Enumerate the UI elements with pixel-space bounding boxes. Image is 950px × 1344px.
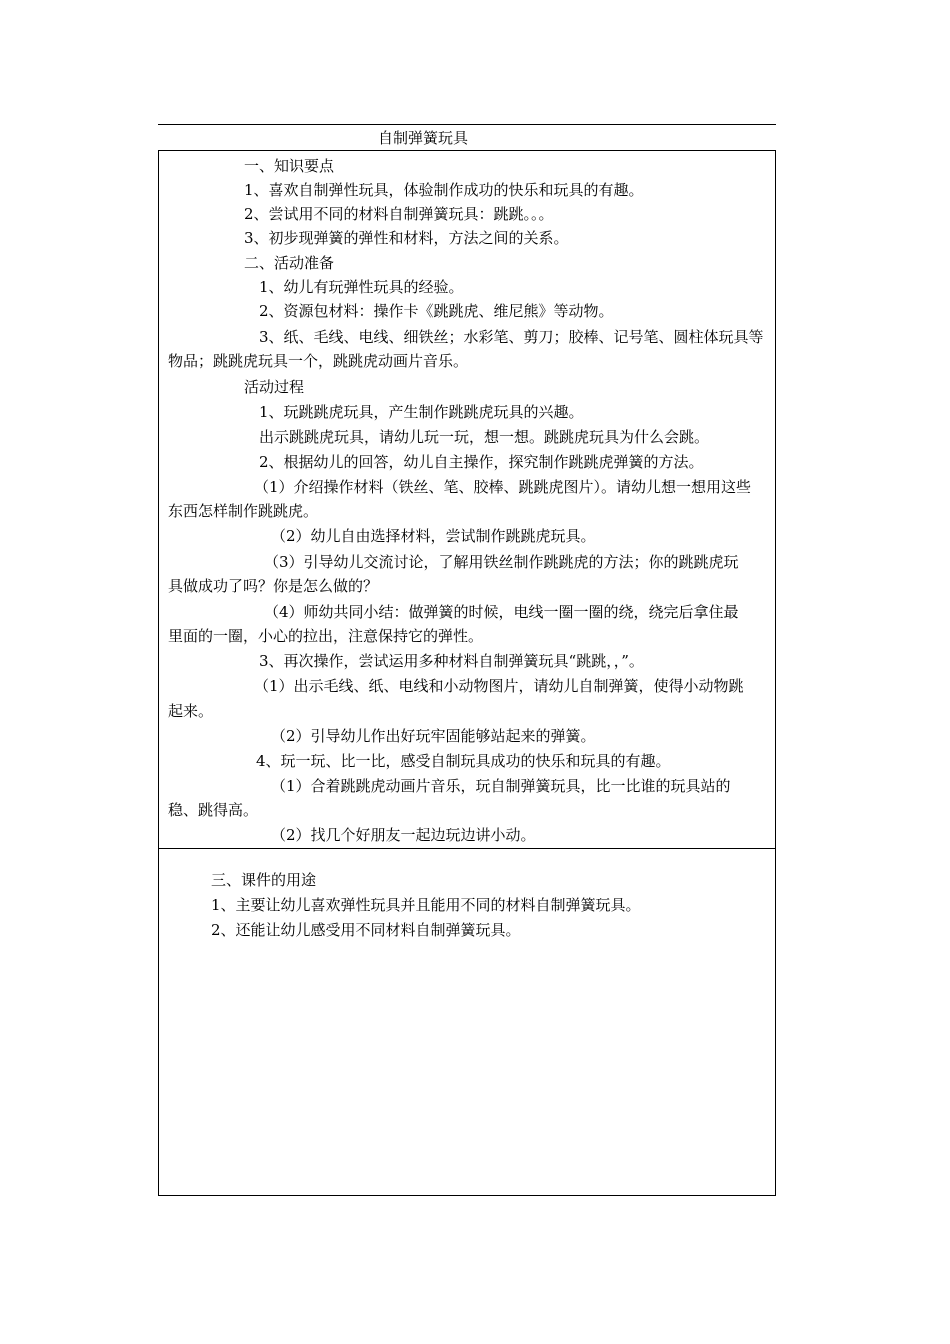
process-line: （4）师幼共同小结：做弹簧的时候，电线一圈一圈的绕，绕完后拿住最	[264, 603, 739, 621]
process-line: （3）引导幼儿交流讨论，了解用铁丝制作跳跳虎的方法；你的跳跳虎玩	[264, 553, 739, 571]
process-line: 里面的一圈，小心的拉出，注意保持它的弹性。	[168, 627, 484, 645]
process-line: 起来。	[168, 702, 214, 720]
section1-item: 1、喜欢自制弹性玩具，体验制作成功的快乐和玩具的有趣。	[244, 181, 644, 199]
section2-item: 2、资源包材料：操作卡《跳跳虎、维尼熊》等动物。	[259, 302, 614, 320]
process-line: 具做成功了吗？你是怎么做的？	[168, 577, 379, 595]
process-line: 4、玩一玩、比一比，感受自制玩具成功的快乐和玩具的有趣。	[256, 752, 671, 770]
process-line: （1）介绍操作材料（铁丝、笔、胶棒、跳跳虎图片）。请幼儿想一想用这些	[254, 478, 752, 496]
process-line: 稳、跳得高。	[168, 801, 259, 819]
content-box-activity	[158, 150, 776, 849]
section1-item: 3、初步现弹簧的弹性和材料，方法之间的关系。	[244, 229, 569, 247]
section1-heading: 一、知识要点	[244, 157, 335, 175]
process-line: （2）幼儿自由选择材料，尝试制作跳跳虎玩具。	[271, 527, 596, 545]
process-line: 出示跳跳虎玩具，请幼儿玩一玩，想一想。跳跳虎玩具为什么会跳。	[259, 428, 710, 446]
process-line: （2）找几个好朋友一起边玩边讲小动。	[271, 826, 536, 844]
process-line: （1）合着跳跳虎动画片音乐，玩自制弹簧玩具，比一比谁的玩具站的	[271, 777, 731, 795]
process-line: 3、再次操作，尝试运用多种材料自制弹簧玩具“跳跳，，”。	[259, 652, 644, 670]
content-box-usage	[158, 848, 776, 1196]
document-title: 自制弹簧玩具	[378, 129, 469, 147]
section3-item: 2、还能让幼儿感受用不同材料自制弹簧玩具。	[211, 921, 521, 939]
section2-item: 3、纸、毛线、电线、细铁丝；水彩笔、剪刀；胶棒、记号笔、圆柱体玩具等	[259, 328, 764, 346]
process-line: （2）引导幼儿作出好玩牢固能够站起来的弹簧。	[271, 727, 596, 745]
process-heading: 活动过程	[244, 378, 305, 396]
section2-item-continuation: 物品；跳跳虎玩具一个，跳跳虎动画片音乐。	[168, 352, 469, 370]
section2-item: 1、幼儿有玩弹性玩具的经验。	[259, 278, 464, 296]
process-line: 东西怎样制作跳跳虎。	[168, 502, 319, 520]
top-rule	[158, 124, 776, 125]
section2-heading: 二、活动准备	[244, 254, 335, 272]
process-line: （1）出示毛线、纸、电线和小动物图片，请幼儿自制弹簧，使得小动物跳	[254, 677, 744, 695]
process-line: 1、玩跳跳虎玩具，产生制作跳跳虎玩具的兴趣。	[259, 403, 584, 421]
section3-heading: 三、课件的用途	[211, 871, 317, 889]
section1-item: 2、尝试用不同的材料自制弹簧玩具：跳跳。。。	[244, 205, 554, 223]
section3-item: 1、主要让幼儿喜欢弹性玩具并且能用不同的材料自制弹簧玩具。	[211, 896, 641, 914]
process-line: 2、根据幼儿的回答，幼儿自主操作，探究制作跳跳虎弹簧的方法。	[259, 453, 704, 471]
